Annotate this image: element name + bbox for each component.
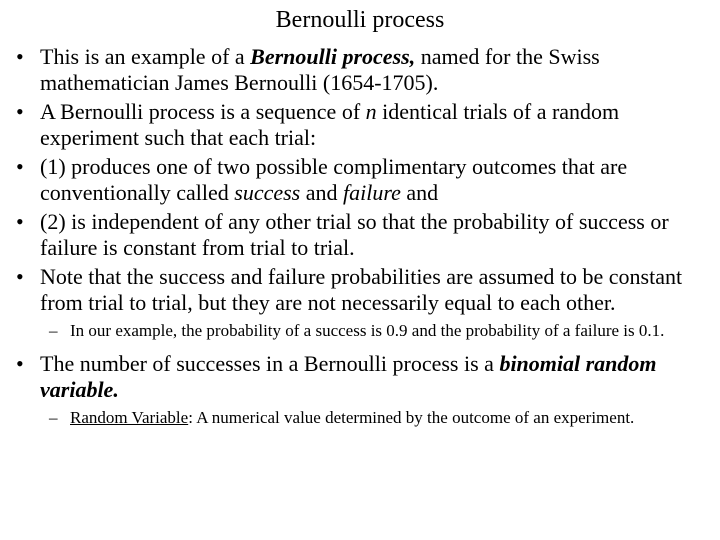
bullet-marker: • [16,99,24,124]
bullet-emphasis: failure [343,180,401,205]
slide-title: Bernoulli process [275,7,445,33]
sub-bullet-marker: – [49,321,58,340]
bullet-text: and [400,180,439,205]
bullet-marker: • [16,209,24,234]
bullet-emphasis: Bernoulli process, [250,44,416,69]
bullet-condition-1 [16,154,706,206]
bullet-text: named for the Swiss mathematician James Bernoulli (1654-1705). [40,44,600,95]
bullet-text: A Bernoulli process is a sequence of [40,99,366,124]
bullet-marker: • [16,44,24,69]
bullet-process-definition [16,99,706,151]
bullet-text: This is an example of a [40,44,251,69]
term-random-variable: Random Variable [70,408,189,427]
bullet-bernoulli-example [16,44,706,96]
bullet-text: (2) is independent of any other trial so that the probability of success or failure is constant from trial to trial. [40,209,669,260]
bullet-list [16,44,706,438]
bullet-text: and [300,180,344,205]
bullet-marker: • [16,351,24,376]
sub-bullet-text: In our example, the probability of a success is 0.9 and the probability of a failure is 0.1. [70,321,665,340]
bullet-text: Note that the success and failure probabilities are assumed to be constant from trial to trial, but they are not necessarily equal to each other. [40,264,683,315]
sub-bullet-random-variable [16,408,706,428]
bullet-condition-2 [16,209,706,261]
sub-bullet-example-probabilities [16,321,706,341]
bullet-emphasis: n [365,99,377,124]
sub-bullet-marker: – [49,408,58,427]
bullet-emphasis: binomial random variable. [40,351,657,402]
bullet-text: (1) produces one of two possible complimentary outcomes that are conventionally called [40,154,628,205]
bullet-emphasis: success [234,180,301,205]
bullet-marker: • [16,264,24,289]
bullet-marker: • [16,154,24,179]
sub-bullet-text: : A numerical value determined by the outcome of an experiment. [188,408,635,427]
bullet-probabilities-note [16,264,706,316]
bullet-text: The number of successes in a Bernoulli process is a [40,351,500,376]
bullet-text: identical trials of a random experiment such that each trial: [40,99,620,150]
bullet-binomial-variable [16,351,706,403]
